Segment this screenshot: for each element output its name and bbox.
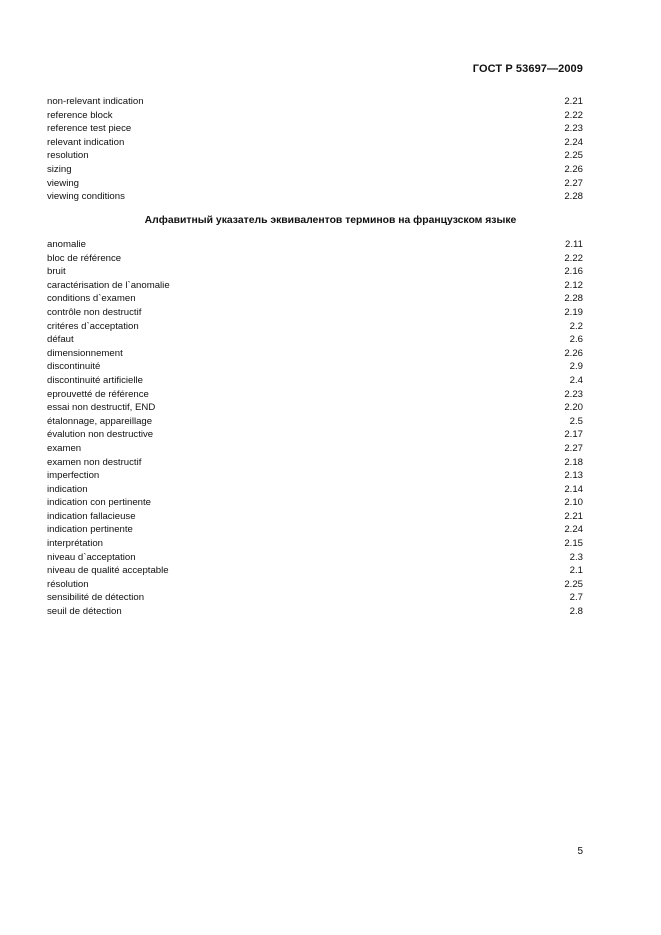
index-term: reference test piece bbox=[47, 123, 132, 135]
index-entry bbox=[47, 149, 583, 163]
index-entry bbox=[47, 456, 583, 470]
index-ref: 2.27 bbox=[564, 177, 583, 189]
index-term: niveau de qualité acceptable bbox=[47, 565, 169, 577]
index-term: indication con pertinente bbox=[47, 497, 152, 509]
index-entry bbox=[47, 496, 583, 510]
index-term: caractérisation de l`anomalie bbox=[47, 279, 170, 291]
index-ref: 2.26 bbox=[564, 347, 583, 359]
index-entry bbox=[47, 252, 583, 266]
index-entry bbox=[47, 537, 583, 551]
index-term: eprouvetté de référence bbox=[47, 388, 149, 400]
index-ref: 2.19 bbox=[564, 306, 583, 318]
index-ref: 2.23 bbox=[564, 388, 583, 400]
index-entry bbox=[47, 374, 583, 388]
index-ref: 2.23 bbox=[564, 123, 583, 135]
index-ref: 2.7 bbox=[569, 592, 583, 604]
index-entry bbox=[47, 564, 583, 578]
index-term: seuil de détection bbox=[47, 606, 122, 618]
document-standard-header: ГОСТ Р 53697—2009 bbox=[472, 63, 583, 75]
index-ref: 2.28 bbox=[564, 293, 583, 305]
index-term: critéres d`acceptation bbox=[47, 320, 139, 332]
index-term: défaut bbox=[47, 334, 74, 346]
index-ref: 2.6 bbox=[569, 334, 583, 346]
index-term: bloc de référence bbox=[47, 252, 122, 264]
index-term: dimensionnement bbox=[47, 347, 123, 359]
index-entry bbox=[47, 109, 583, 123]
index-term: resolution bbox=[47, 150, 89, 162]
index-entry bbox=[47, 292, 583, 306]
index-term: anomalie bbox=[47, 239, 86, 250]
index-ref: 2.25 bbox=[564, 150, 583, 162]
index-ref: 2.5 bbox=[569, 415, 583, 427]
index-entry bbox=[47, 551, 583, 565]
index-term: niveau d`acceptation bbox=[47, 551, 136, 563]
index-entry bbox=[47, 320, 583, 334]
index-ref: 2.24 bbox=[564, 524, 583, 536]
index-ref: 2.16 bbox=[564, 266, 583, 278]
english-term-index bbox=[47, 95, 583, 204]
index-entry bbox=[47, 510, 583, 524]
index-term: évalution non destructive bbox=[47, 429, 154, 441]
index-ref: 2.24 bbox=[564, 136, 583, 148]
index-term: indication pertinente bbox=[47, 524, 133, 536]
index-entry bbox=[47, 122, 583, 136]
index-term: discontinuité bbox=[47, 361, 101, 373]
index-term: conditions d`examen bbox=[47, 293, 136, 305]
page-number: 5 bbox=[577, 846, 583, 857]
index-entry bbox=[47, 591, 583, 605]
index-ref: 2.15 bbox=[564, 538, 583, 550]
index-ref: 2.10 bbox=[564, 497, 583, 509]
index-ref: 2.20 bbox=[564, 402, 583, 414]
french-term-index bbox=[47, 238, 583, 619]
index-entry bbox=[47, 306, 583, 320]
index-term: viewing bbox=[47, 177, 79, 189]
index-ref: 2.12 bbox=[564, 279, 583, 291]
index-term: examen bbox=[47, 442, 82, 454]
index-entry bbox=[47, 523, 583, 537]
index-term: essai non destructif, END bbox=[47, 402, 156, 414]
index-term: indication fallacieuse bbox=[47, 510, 136, 522]
index-term: examen non destructif bbox=[47, 456, 142, 468]
index-entry bbox=[47, 388, 583, 402]
index-entry bbox=[47, 469, 583, 483]
index-ref: 2.3 bbox=[569, 551, 583, 563]
index-term: interprétation bbox=[47, 538, 103, 550]
index-ref: 2.1 bbox=[569, 565, 583, 577]
index-ref: 2.9 bbox=[569, 361, 583, 373]
index-term: relevant indication bbox=[47, 136, 125, 148]
index-entry bbox=[47, 95, 583, 109]
index-ref: 2.26 bbox=[564, 163, 583, 175]
index-entry bbox=[47, 483, 583, 497]
index-entry bbox=[47, 401, 583, 415]
index-entry bbox=[47, 333, 583, 347]
index-term: imperfection bbox=[47, 470, 100, 482]
index-entry bbox=[47, 428, 583, 442]
index-ref: 2.22 bbox=[564, 109, 583, 121]
index-ref: 2.27 bbox=[564, 442, 583, 454]
index-ref: 2.14 bbox=[564, 483, 583, 495]
index-entry bbox=[47, 605, 583, 619]
index-ref: 2.28 bbox=[564, 191, 583, 203]
index-ref: 2.21 bbox=[564, 510, 583, 522]
index-ref: 2.25 bbox=[564, 578, 583, 590]
index-ref: 2.13 bbox=[564, 470, 583, 482]
index-term: indication bbox=[47, 483, 88, 495]
index-ref: 2.11 bbox=[565, 239, 583, 250]
index-term: non-relevant indication bbox=[47, 96, 144, 107]
index-ref: 2.17 bbox=[564, 429, 583, 441]
index-ref: 2.4 bbox=[569, 374, 583, 386]
index-term: viewing conditions bbox=[47, 191, 125, 203]
index-term: bruit bbox=[47, 266, 66, 278]
index-entry bbox=[47, 177, 583, 191]
index-ref: 2.21 bbox=[564, 96, 583, 107]
index-ref: 2.18 bbox=[564, 456, 583, 468]
index-term: sensibilité de détection bbox=[47, 592, 145, 604]
index-entry bbox=[47, 279, 583, 293]
index-entry bbox=[47, 190, 583, 204]
index-ref: 2.22 bbox=[564, 252, 583, 264]
index-entry bbox=[47, 578, 583, 592]
index-term: discontinuité artificielle bbox=[47, 374, 143, 386]
index-term: reference block bbox=[47, 109, 113, 121]
index-entry bbox=[47, 442, 583, 456]
index-entry bbox=[47, 238, 583, 252]
index-term: sizing bbox=[47, 163, 72, 175]
index-entry bbox=[47, 163, 583, 177]
index-term: résolution bbox=[47, 578, 89, 590]
index-entry bbox=[47, 265, 583, 279]
index-entry bbox=[47, 347, 583, 361]
index-entry bbox=[47, 415, 583, 429]
index-entry bbox=[47, 360, 583, 374]
index-entry bbox=[47, 136, 583, 150]
index-ref: 2.8 bbox=[569, 606, 583, 618]
french-index-section-title: Алфавитный указатель эквивалентов терминов на французском языке bbox=[144, 215, 517, 226]
index-term: étalonnage, appareillage bbox=[47, 415, 153, 427]
index-ref: 2.2 bbox=[569, 320, 583, 332]
index-term: contrôle non destructif bbox=[47, 306, 142, 318]
